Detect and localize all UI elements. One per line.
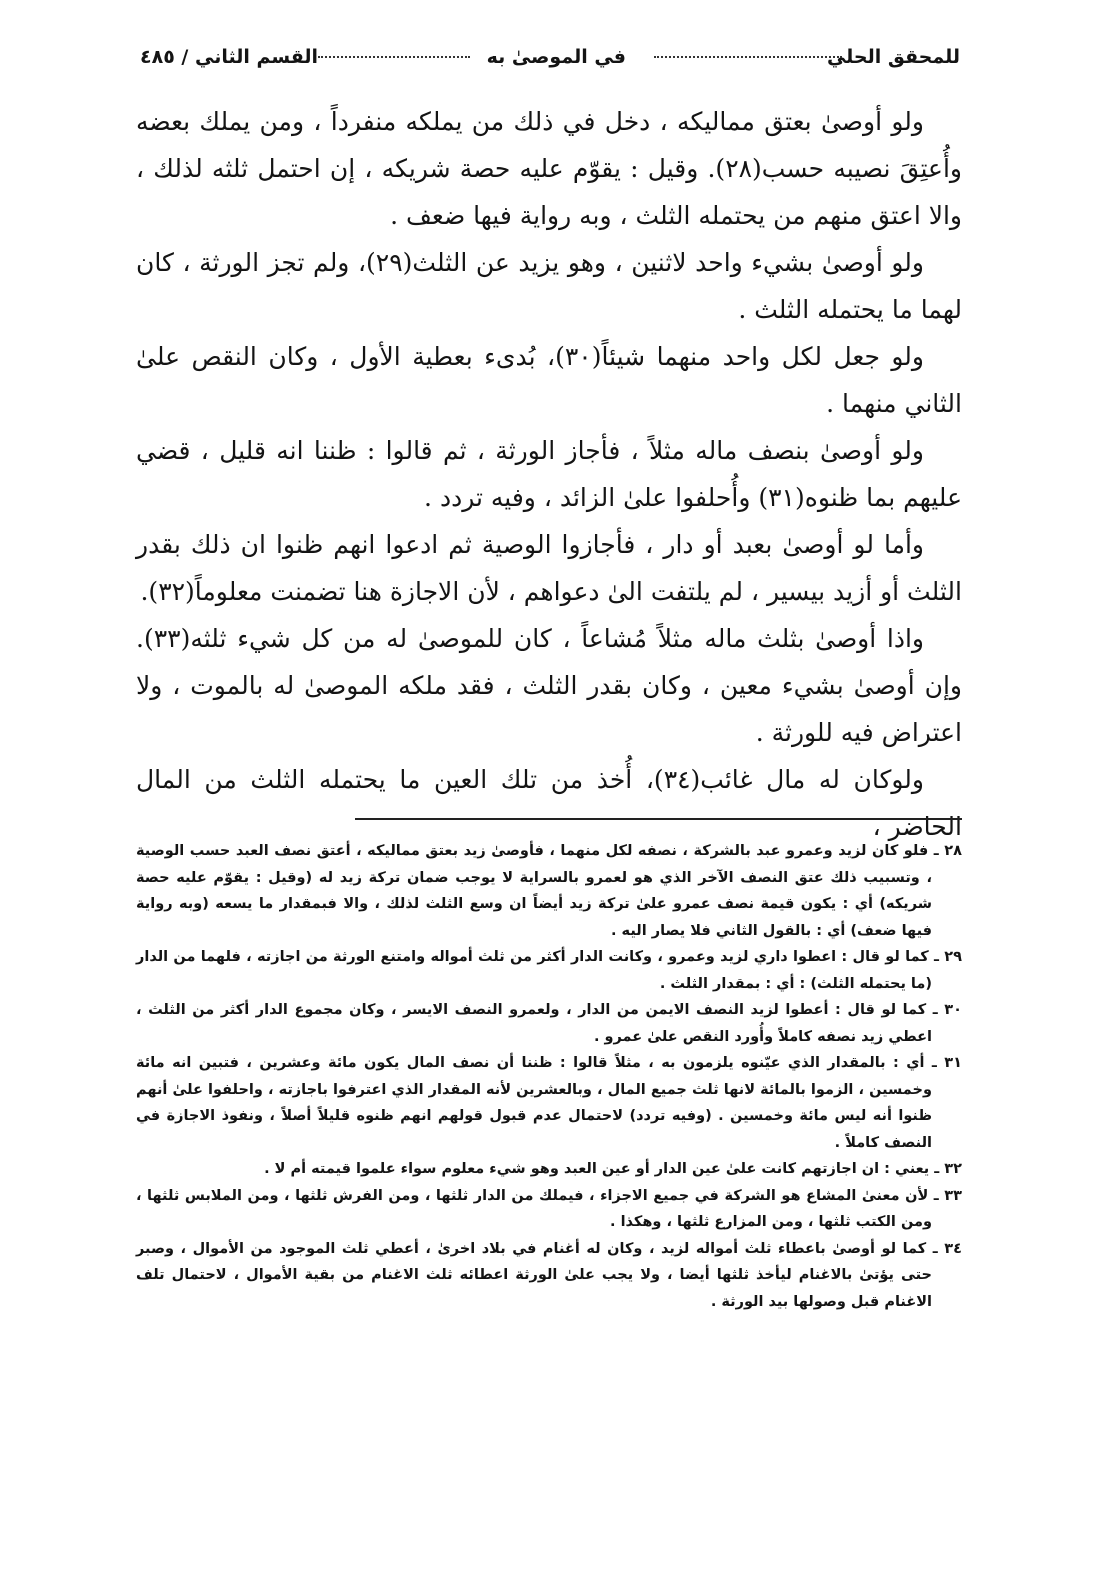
footnote-32: ٣٢ ـ يعني : ان اجازتهم كانت علىٰ عين الدار أو عين العبد وهو شيء معلوم سواء علموا قيمته أم لا .	[264, 1161, 962, 1177]
running-header	[140, 40, 960, 80]
footnote-29: ٢٩ ـ كما لو قال : اعطوا داري لزيد وعمرو ، وكانت الدار أكثر من ثلث أمواله وامتنع الورثة من اجازته ، فلهما من الدار (ما يحتمله الثلث) : أي : بمقدار الثلث .	[136, 949, 962, 992]
header-chapter-title: في الموصىٰ به	[486, 46, 626, 68]
main-paragraph: ولو أوصىٰ بعتق مماليكه ، دخل في ذلك من يملكه منفرداً ، ومن يملك بعضه وأُعتِقَ نصيبه حسب(٢٨). وقيل : يقوّم عليه حصة شريكه ، إن احتمل ثلثه لذلك ، والا اعتق منهم من يحتمله الثلث ، وبه رواية فيها ضعف .	[136, 107, 962, 230]
footnote-28: ٢٨ ـ فلو كان لزيد وعمرو عبد بالشركة ، نصفه لكل منهما ، فأوصىٰ زيد بعتق مماليكه ، أعتق نصف العبد حسب الوصية ، وتسبيب ذلك عتق النصف الآخر الذي هو لعمرو بالسراية لا يوجب ضمان تركة زيد له (وقيل : يقوّم عليه حصة شريكه) أي : يكون قيمة نصف عمرو علىٰ تركة زيد أيضاً ان وسع الثلث لذلك ، والا فبمقدار ما يسعه (وبه رواية فيها ضعف) أي : بالقول الثاني فلا يصار اليه .	[136, 843, 962, 939]
main-paragraph: ولوكان له مال غائب(٣٤)، أُخذ من تلك العين ما يحتمله الثلث من المال الحاضر ،	[136, 765, 962, 841]
main-paragraph: وأما لو أوصىٰ بعبد أو دار ، فأجازوا الوصية ثم ادعوا انهم ظنوا ان ذلك بقدر الثلث أو أزيد بيسير ، لم يلتفت الىٰ دعواهم ، لأن الاجازة هنا تضمنت معلوماً(٣٢).	[136, 530, 962, 606]
main-text	[136, 98, 962, 850]
main-paragraph: واذا أوصىٰ بثلث ماله مثلاً مُشاعاً ، كان للموصىٰ له من كل شيء ثلثه(٣٣). وإن أوصىٰ بشيء معين ، وكان بقدر الثلث ، فقد ملكه الموصىٰ له بالموت ، ولا اعتراض فيه للورثة .	[136, 624, 962, 747]
footnote-34: ٣٤ ـ كما لو أوصىٰ باعطاء ثلث أمواله لزيد ، وكان له أغنام في بلاد اخرىٰ ، أعطي ثلث الموجود من الأموال ، وصبر حتى يؤتىٰ بالاغنام ليأخذ ثلثها أيضا ، ولا يجب علىٰ الورثة اعطائه ثلث الاغنام من بقية الأموال ، لاحتمال تلف الاغنام قبل وصولها بيد الورثة .	[136, 1240, 962, 1310]
header-book-title: للمحقق الحلي	[826, 46, 960, 68]
footnote-31: ٣١ ـ أي : بالمقدار الذي عيّنوه يلزمون به ، مثلاً قالوا : ظننا أن نصف المال يكون مائة وعشرين ، فتبين انه مائة وخمسين ، الزموا بالمائة لانها ثلث جميع المال ، وبالعشرين لأنه المقدار الذي اعترفوا باجازته ، واحلفوا علىٰ أنهم ظنوا أنه ليس مائة وخمسين . (وفيه تردد) لاحتمال عدم قبول قولهم انهم ظنوه قليلاً أصلاً ، ونفوذ الاجازة في النصف كاملاً .	[136, 1055, 962, 1151]
footnote-33: ٣٣ ـ لأن معنىٰ المشاع هو الشركة في جميع الاجزاء ، فيملك من الدار ثلثها ، ومن الفرش ثلثها ، ومن الملابس ثلثها ، ومن الكتب ثلثها ، ومن المزارع ثلثها ، وهكذا .	[136, 1187, 962, 1230]
footnotes	[136, 838, 962, 1315]
header-dotted-leader	[654, 56, 842, 58]
footnote-30: ٣٠ ـ كما لو قال : أعطوا لزيد النصف الايمن من الدار ، ولعمرو النصف الايسر ، وكان مجموع الدار أكثر من الثلث ، اعطي زيد نصفه كاملاً وأُورد النقص علىٰ عمرو .	[136, 1002, 962, 1045]
header-section-page-number: القسم الثاني / ٤٨٥	[140, 46, 319, 68]
main-paragraph: ولو أوصىٰ بشيء واحد لاثنين ، وهو يزيد عن الثلث(٢٩)، ولم تجز الورثة ، كان لهما ما يحتمله الثلث .	[136, 248, 962, 324]
footnote-separator	[355, 818, 962, 820]
main-paragraph: ولو أوصىٰ بنصف ماله مثلاً ، فأجاز الورثة ، ثم قالوا : ظننا انه قليل ، قضي عليهم بما ظنوه(٣١) وأُحلفوا علىٰ الزائد ، وفيه تردد .	[136, 436, 962, 512]
header-dotted-leader	[318, 56, 470, 58]
main-paragraph: ولو جعل لكل واحد منهما شيئاً(٣٠)، بُدىء بعطية الأول ، وكان النقص علىٰ الثاني منهما .	[136, 342, 962, 418]
